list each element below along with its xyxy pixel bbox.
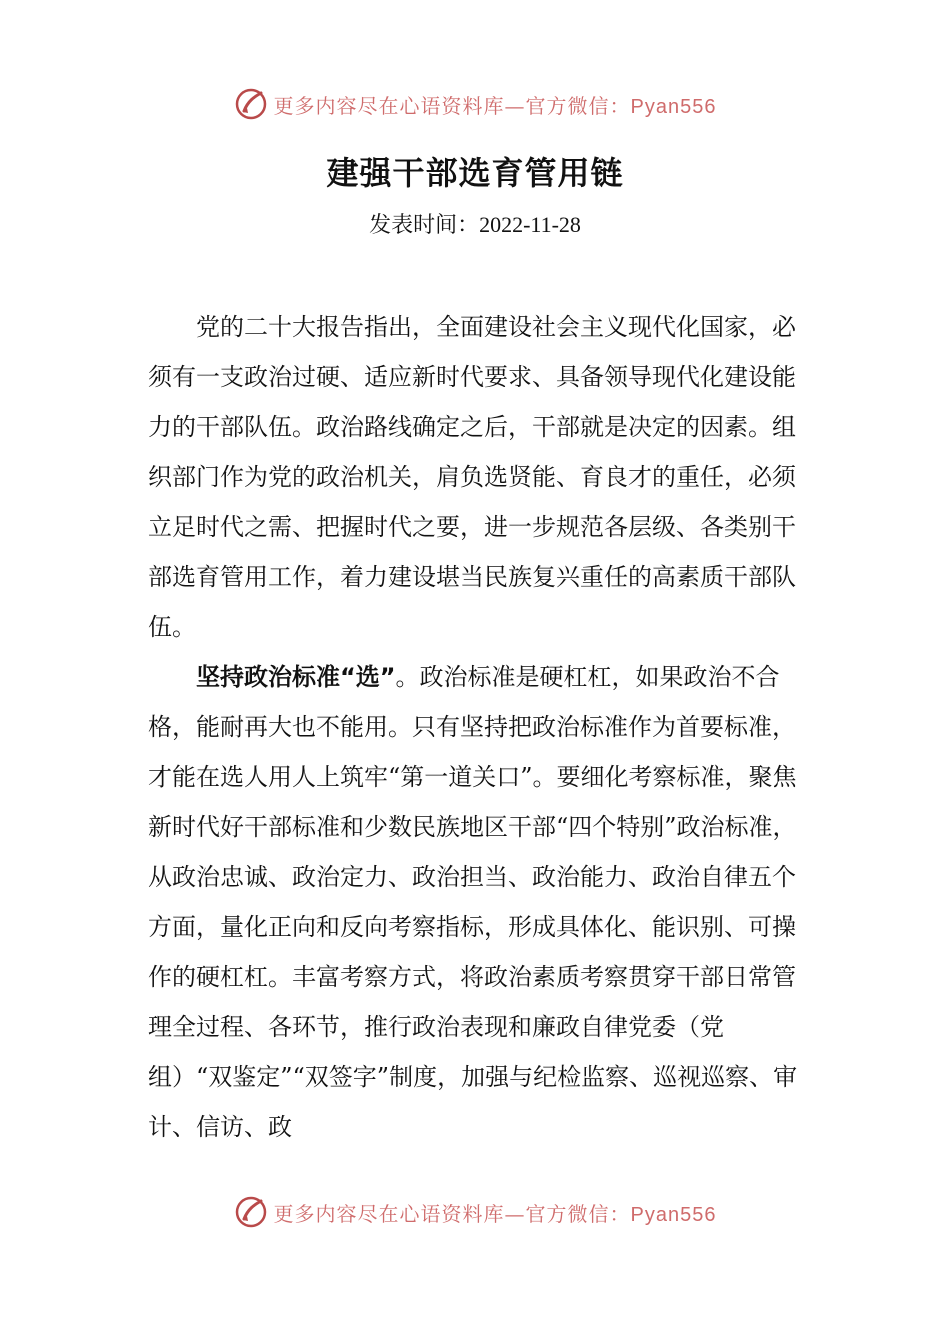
watermark-text: 更多内容尽在心语资料库—官方微信：Pyan556 <box>273 1201 717 1226</box>
date-label: 发表时间： <box>369 213 480 238</box>
watermark-banner-bottom <box>0 1192 950 1232</box>
article-title: 建强干部选育管用链 <box>326 154 624 192</box>
paragraph-text: 党的二十大报告指出，全面建设社会主义现代化国家，必须有一支政治过硬、适应新时代要求、具备领导现代化建设能力的干部队伍。政治路线确定之后，干部就是决定的因素。组织部门作为党的政治机关，肩负选贤能、育良才的重任，必须立足时代之需、把握时代之要，进一步规范各层级、各类别干部选育管用工作，着力建设堪当民族复兴重任的高素质干部队伍。 <box>148 313 796 641</box>
watermark-banner-top <box>0 84 950 124</box>
watermark-wechat-id: Pyan556 <box>630 95 717 118</box>
paragraph <box>148 302 808 652</box>
paragraph-text: 。政治标准是硬杠杠，如果政治不合格，能耐再大也不能用。只有坚持把政治标准作为首要标准，才能在选人用人上筑牢“第一道关口”。要细化考察标准，聚焦新时代好干部标准和少数民族地区干部“四个特别”政治标准，从政治忠诚、政治定力、政治担当、政治能力、政治自律五个方面，量化正向和反向考察指标，形成具体化、能识别、可操作的硬杠杠。丰富考察方式，将政治素质考察贯穿干部日常管理全过程、各环节，推行政治表现和廉政自律党委（党组）“双鉴定”“双签字”制度，加强与纪检监察、巡视巡察、审计、信访、政 <box>148 663 798 1141</box>
date-value: 2022-11-28 <box>479 212 581 237</box>
paragraph-lead: 坚持政治标准“选” <box>196 663 396 691</box>
watermark-text: 更多内容尽在心语资料库—官方微信：Pyan556 <box>273 93 717 118</box>
ink-brush-logo-icon <box>234 1195 268 1229</box>
publish-date <box>0 208 950 239</box>
paragraph <box>148 652 808 1152</box>
watermark-wechat-id: Pyan556 <box>630 1203 717 1226</box>
ink-brush-logo-icon <box>234 87 268 121</box>
article-body <box>148 302 808 1152</box>
